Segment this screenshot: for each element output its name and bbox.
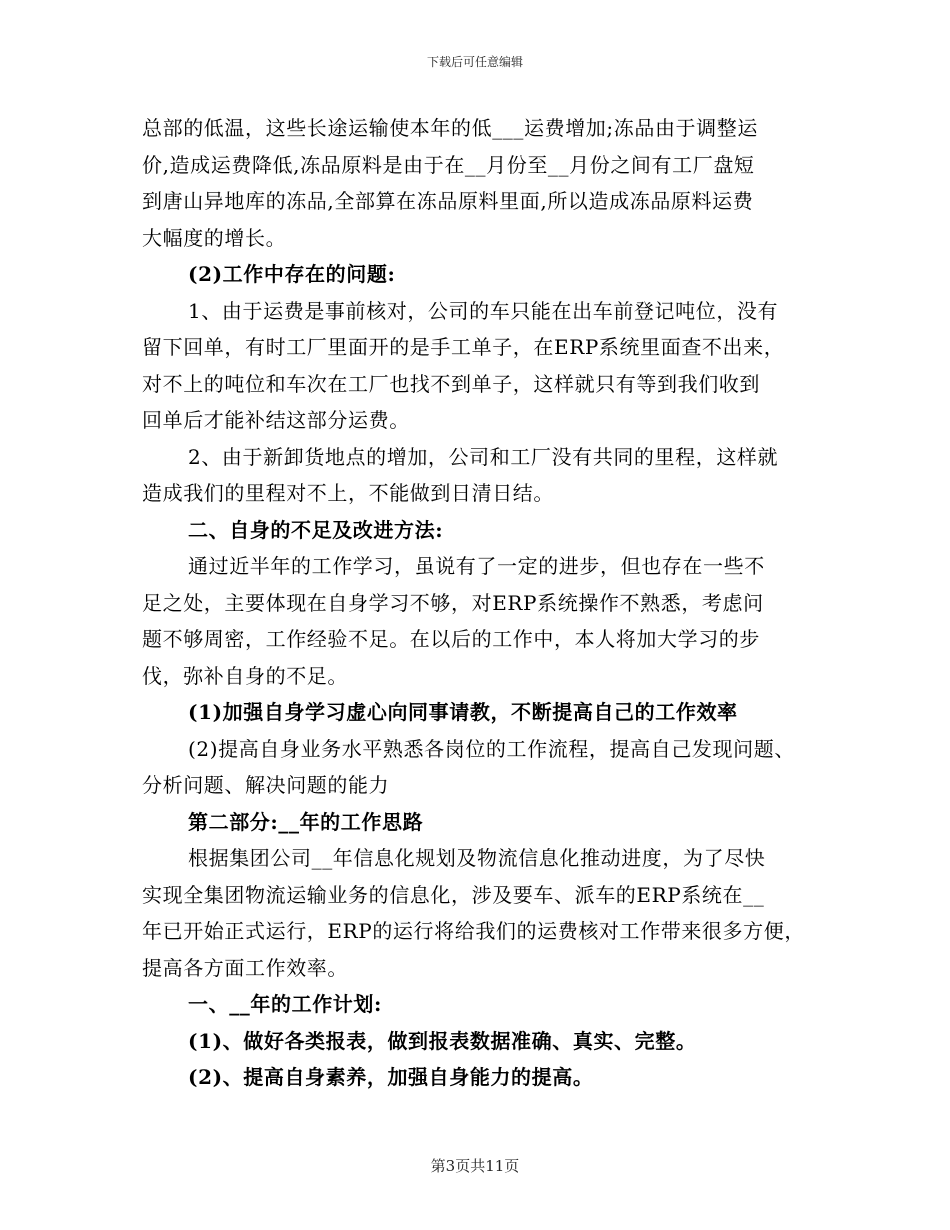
text-line: 通过近半年的工作学习，虽说有了一定的进步，但也存在一些不	[188, 554, 765, 578]
text-line: 大幅度的增长。	[142, 225, 287, 250]
text-line: 总部的低温，这些长途运输使本年的低___运费增加;冻品由于调整运	[142, 116, 758, 140]
text-line: 2、由于新卸货地点的增加，公司和工厂没有共同的里程，这样就	[188, 444, 779, 469]
list-item: (1)加强自身学习虚心向同事请教，不断提高自己的工作效率	[188, 700, 738, 724]
section-heading: 二、自身的不足及改进方法:	[188, 517, 444, 542]
text-line: 回单后才能补结这部分运费。	[142, 408, 410, 432]
header-note: 下载后可任意编辑	[426, 55, 523, 69]
text-line: 提高各方面工作效率。	[142, 955, 348, 980]
text-line: 1、由于运费是事前核对，公司的车只能在出车前登记吨位，没有	[188, 298, 779, 323]
text-line: 对不上的吨位和车次在工厂也找不到单子，这样就只有等到我们收到	[142, 371, 760, 396]
text-line: 伐，弥补自身的不足。	[142, 663, 348, 688]
list-item: (1)、做好各类报表，做到报表数据准确、真实、完整。	[188, 1028, 697, 1053]
text-line: 分析问题、解决问题的能力	[142, 773, 390, 797]
text-line: 年已开始正式运行，ERP的运行将给我们的运费核对工作带来很多方便，	[142, 919, 805, 943]
list-item: (2)、提高自身素养，加强自身能力的提高。	[188, 1065, 594, 1089]
text-line: 足之处，主要体现在自身学习不够，对ERP系统操作不熟悉，考虑问	[142, 590, 764, 615]
document-body	[142, 110, 832, 1096]
section-heading: 一、__年的工作计划:	[188, 992, 382, 1016]
list-item: (2)提高自身业务水平熟悉各岗位的工作流程，提高自己发现问题、	[188, 736, 795, 761]
text-line: 造成我们的里程对不上，不能做到日清日结。	[142, 481, 554, 505]
page-number: 第3页共11页	[430, 1157, 520, 1175]
text-line: 到唐山异地库的冻品,全部算在冻品原料里面,所以造成冻品原料运费	[142, 189, 754, 213]
section-heading: 第二部分:__年的工作思路	[188, 809, 424, 834]
text-line: 价,造成运费降低,冻品原料是由于在__月份至__月份之间有工厂盘短	[142, 152, 755, 177]
text-line: 留下回单，有时工厂里面开的是手工单子，在ERP系统里面查不出来，	[142, 335, 785, 359]
text-line: 实现全集团物流运输业务的信息化，涉及要车、派车的ERP系统在__	[142, 882, 765, 907]
section-heading: (2)工作中存在的问题:	[188, 262, 396, 286]
text-line: 题不够周密，工作经验不足。在以后的工作中，本人将加大学习的步	[142, 627, 760, 651]
text-line: 根据集团公司__年信息化规划及物流信息化推动进度，为了尽快	[188, 846, 766, 870]
